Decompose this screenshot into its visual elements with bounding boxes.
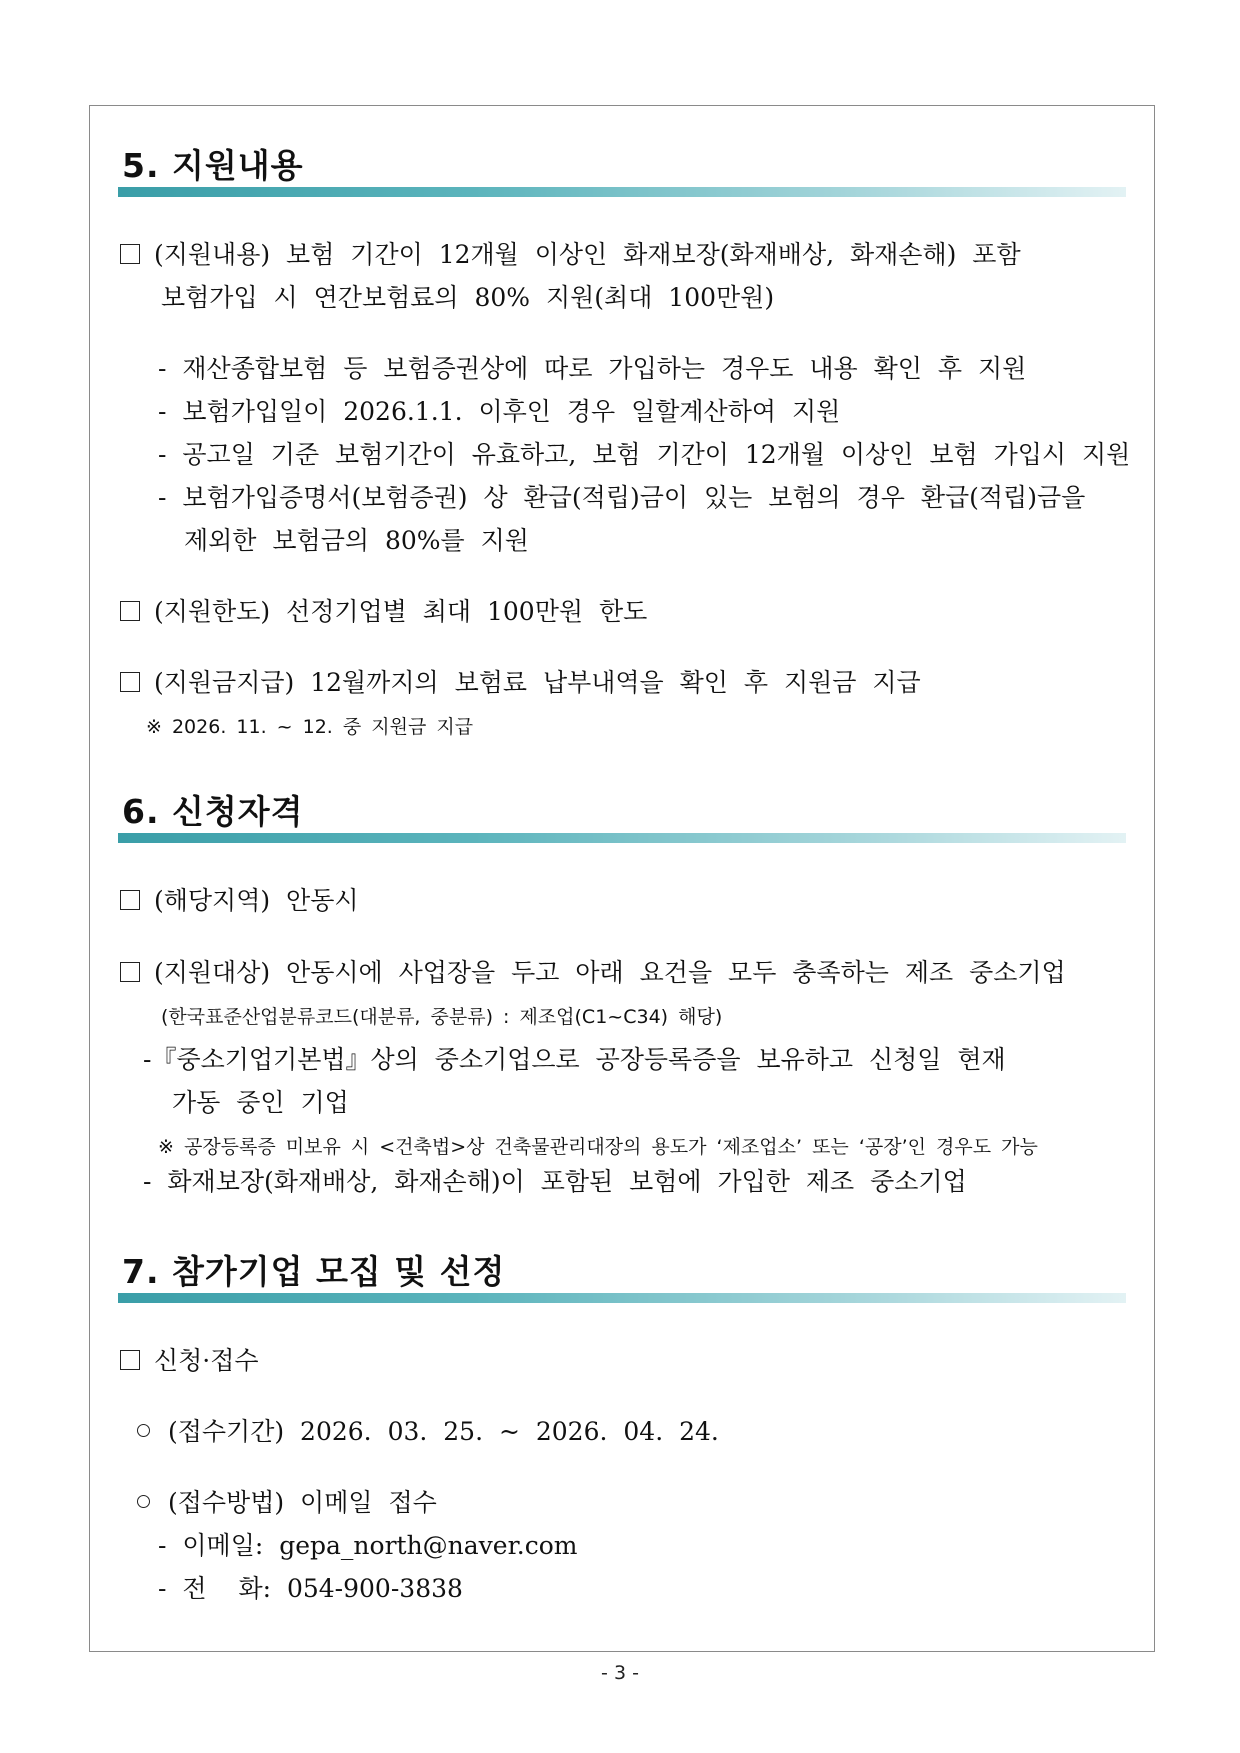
section-title-7: 7. 참가기업 모집 및 선정 [122, 1252, 506, 1291]
item-region: (해당지역) 안동시 [120, 886, 359, 916]
checkbox-icon [120, 672, 140, 692]
checkbox-icon [120, 962, 140, 982]
circle-bullet-icon [137, 1495, 150, 1508]
page-number: - 3 - [601, 1662, 639, 1684]
item-period: (접수기간) 2026. 03. 25. ~ 2026. 04. 24. [137, 1417, 719, 1447]
note: (한국표준산업분류코드(대분류, 중분류) : 제조업(C1~C34) 해당) [161, 1006, 723, 1028]
checkbox-icon [120, 890, 140, 910]
item-support-content-cont: 보험가입 시 연간보험료의 80% 지원(최대 100만원) [161, 283, 775, 312]
checkbox-icon [120, 601, 140, 621]
item-target: (지원대상) 안동시에 사업장을 두고 아래 요건을 모두 충족하는 제조 중소기업 [120, 958, 1066, 988]
contact-phone: - 전 화: 054-900-3838 [158, 1574, 463, 1603]
section-title-5: 5. 지원내용 [122, 146, 304, 185]
dash-item: - 보험가입증명서(보험증권) 상 환급(적립)금이 있는 보험의 경우 환급(적립)금을 [158, 483, 1086, 512]
dash-item: - 화재보장(화재배상, 화재손해)이 포함된 보험에 가입한 제조 중소기업 [143, 1167, 967, 1196]
item-application: 신청·접수 [120, 1346, 259, 1376]
dash-item-cont: 가동 중인 기업 [172, 1088, 349, 1117]
dash-item: - 보험가입일이 2026.1.1. 이후인 경우 일할계산하여 지원 [158, 397, 841, 426]
section-divider-7 [118, 1293, 1126, 1303]
checkbox-icon [120, 1350, 140, 1370]
contact-email: - 이메일: gepa_north@naver.com [158, 1531, 578, 1560]
section-divider-6 [118, 833, 1126, 843]
section-title-6: 6. 신청자격 [122, 792, 304, 831]
dash-item: - 공고일 기준 보험기간이 유효하고, 보험 기간이 12개월 이상인 보험 가입시 지원 [158, 440, 1131, 469]
circle-bullet-icon [137, 1424, 150, 1437]
dash-item-cont: 제외한 보험금의 80%를 지원 [184, 526, 529, 555]
dash-item: -『중소기업기본법』상의 중소기업으로 공장등록증을 보유하고 신청일 현재 [143, 1045, 1006, 1074]
item-method: (접수방법) 이메일 접수 [137, 1488, 437, 1518]
section-divider-5 [118, 187, 1126, 197]
item-support-limit: (지원한도) 선정기업별 최대 100만원 한도 [120, 597, 647, 627]
dash-item: - 재산종합보험 등 보험증권상에 따로 가입하는 경우도 내용 확인 후 지원 [158, 354, 1027, 383]
note: ※ 2026. 11. ~ 12. 중 지원금 지급 [146, 716, 474, 738]
checkbox-icon [120, 244, 140, 264]
item-support-payment: (지원금지급) 12월까지의 보험료 납부내역을 확인 후 지원금 지급 [120, 668, 921, 698]
item-support-content: (지원내용) 보험 기간이 12개월 이상인 화재보장(화재배상, 화재손해) 포함 [120, 240, 1021, 270]
note: ※ 공장등록증 미보유 시 <건축법>상 건축물관리대장의 용도가 ‘제조업소’ 또는 ‘공장’인 경우도 가능 [158, 1136, 1038, 1158]
